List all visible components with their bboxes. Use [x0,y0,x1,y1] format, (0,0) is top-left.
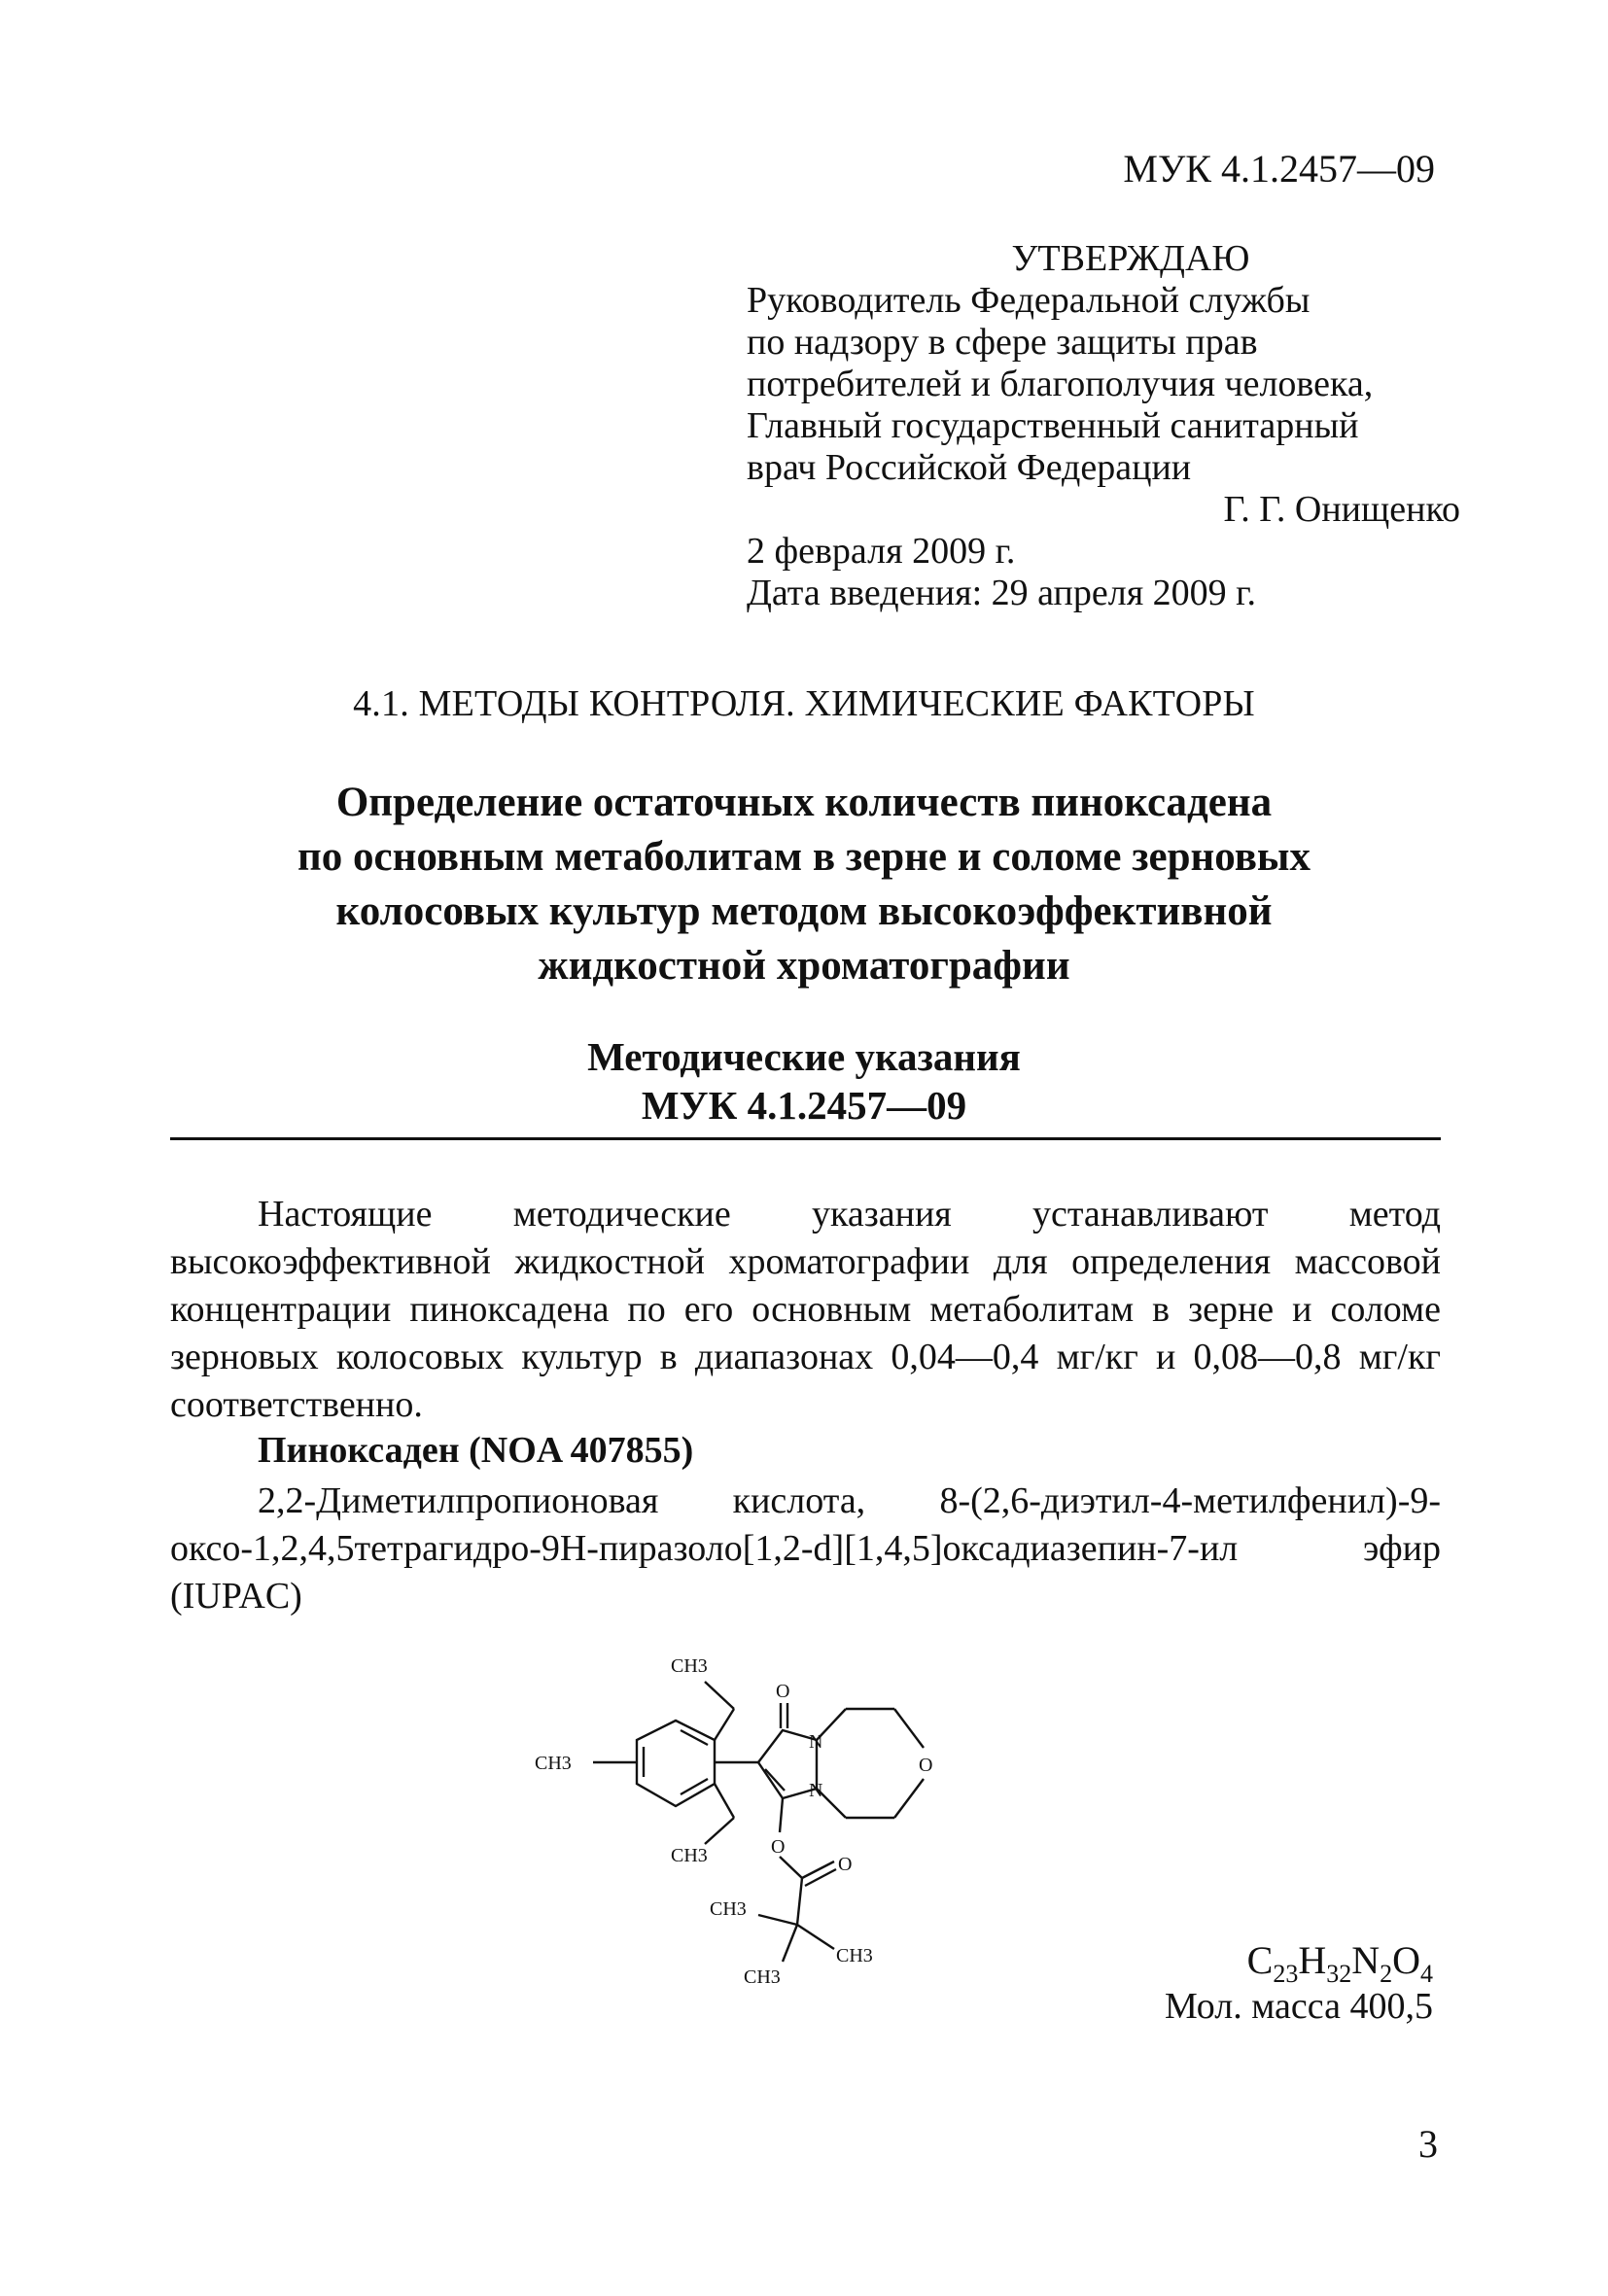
molecular-formula [1247,1937,1433,1989]
title-line: Определение остаточных количеств пиноксадена [335,780,1273,825]
ethyl-bond [705,1818,734,1844]
approval-line: Руководитель Федеральной службы [747,280,1311,321]
approval-line: потребителей и благополучия человека, [747,364,1374,404]
formula-count: 23 [1273,1960,1299,1988]
ring-bond [894,1709,924,1748]
tbutyl-bond [797,1925,834,1949]
o-label: O [919,1755,933,1776]
subtitle-code: МУК 4.1.2457—09 [641,1083,967,1128]
ester-carbonyl [802,1861,834,1878]
document-title [0,776,1608,993]
aromatic-bond [681,1730,708,1745]
approval-block [747,238,1466,614]
ester-carbonyl [805,1869,836,1886]
benzene-ring [637,1721,715,1806]
ester-bond [780,1857,802,1878]
ch3-label: CH3 [671,1655,708,1677]
n-label: N [809,1780,823,1801]
ch3-label: CH3 [744,1966,781,1988]
tbutyl-bond [758,1915,797,1925]
tbutyl-bond [783,1925,797,1962]
iupac-name: 2,2-Диметилпропионовая кислота, 8-(2,6-диэтил-4-метилфенил)-9-оксо-1,2,4,5тетрагидро-9Н-пиразоло[1,2-d][1,4,5]оксадиазепин-7-ил эфир (IUPAC) [170,1480,1441,1617]
ethyl-bond [715,1709,734,1740]
intro-paragraph: Настоящие методические указания устанавливают метод высокоэффективной жидкостной хроматографии для определения массовой концентрации пиноксадена по его основным метаболитам в зерне и соломе зерновых колосовых культур в диапазонах 0,04—0,4 мг/кг и 0,08—0,8 мг/кг соответственно. [170,1194,1441,1425]
document-subtitle [0,1032,1608,1130]
ch3-label: CH3 [710,1898,747,1920]
formula-element: O [1392,1938,1420,1982]
substance-name: Пиноксаден (NOA 407855) [258,1430,694,1471]
subtitle-line: Методические указания [587,1034,1021,1079]
approval-line: Главный государственный санитарный [747,405,1359,446]
document-code-header: МУК 4.1.2457—09 [1123,147,1435,191]
effective-date: Дата введения: 29 апреля 2009 г. [747,573,1256,613]
o-label: O [771,1836,786,1858]
approval-title: УТВЕРЖДАЮ [1011,238,1250,279]
ch3-label: CH3 [836,1945,873,1966]
title-line: колосовых культур методом высокоэффективной [335,888,1273,934]
page-number: 3 [1418,2122,1438,2166]
formula-count: 2 [1380,1960,1393,1988]
formula-count: 4 [1420,1960,1433,1988]
title-line: по основным метаболитам в зерне и соломе зерновых [297,834,1311,880]
o-label: O [776,1681,790,1702]
horizontal-rule [170,1137,1441,1140]
ring-bond [894,1779,924,1818]
title-line: жидкостной хроматографии [538,943,1070,989]
ch3-label: CH3 [535,1753,572,1774]
formula-count: 32 [1326,1960,1352,1988]
ch3-label: CH3 [671,1845,708,1866]
section-heading: 4.1. МЕТОДЫ КОНТРОЛЯ. ХИМИЧЕСКИЕ ФАКТОРЫ [353,683,1255,724]
formula-element: C [1246,1938,1274,1982]
chemical-structure [525,1623,1031,2041]
n-label: N [809,1731,823,1753]
approval-line: по надзору в сфере защиты прав [747,322,1258,363]
ester-bond [780,1798,783,1832]
aromatic-bond [681,1779,708,1794]
approval-line: врач Российской Федерации [747,447,1192,488]
formula-element: H [1298,1938,1327,1982]
ethyl-bond [715,1784,734,1818]
tbutyl-bond [797,1878,802,1925]
pyrazolone-ring [758,1730,817,1798]
o-label: O [838,1854,853,1875]
molecular-mass: Мол. масса 400,5 [1164,1986,1433,2027]
approval-signer: Г. Г. Онищенко [1223,489,1460,530]
formula-element: N [1351,1938,1381,1982]
approval-date: 2 февраля 2009 г. [747,531,1016,572]
ethyl-bond [705,1682,734,1709]
